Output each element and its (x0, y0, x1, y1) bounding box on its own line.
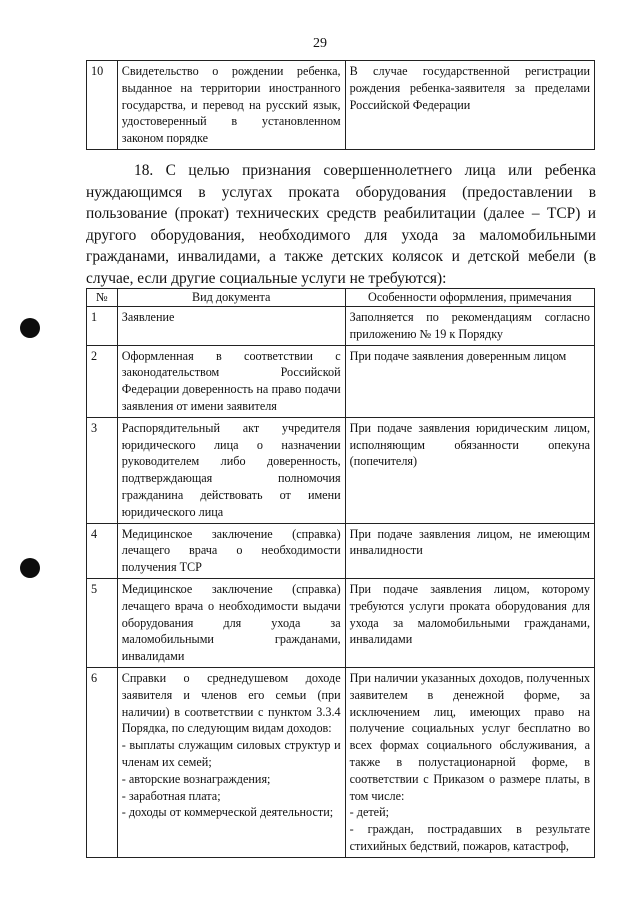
table-row (87, 578, 595, 667)
list-item: - выплаты служащим силовых структур и членам их семей; (121, 738, 341, 769)
list-item: - доходы от коммерческой деятельности; (121, 805, 334, 820)
document-type: Оформленная в соответствии с законодательством Российской Федерации доверенность на право подачи заявления от имени заявителя (117, 345, 345, 417)
punch-hole (20, 318, 40, 338)
income-types-list (122, 737, 341, 821)
document-note (345, 667, 594, 857)
row-number: 3 (87, 417, 118, 523)
list-item: - граждан, пострадавших в результате стихийных бедствий, пожаров, катастроф, (349, 822, 590, 853)
document-note: При подаче заявления доверенным лицом (345, 345, 594, 417)
document-type: Распорядительный акт учредителя юридического лица о назначении руководителем либо доверенность, подтверждающая полномочия гражданина действовать от имени юридического лица (117, 417, 345, 523)
document-note: В случае государственной регистрации рождения ребенка-заявителя за пределами Российской Федерации (345, 61, 594, 150)
list-item: - заработная плата; (121, 788, 221, 803)
document-note: При подаче заявления лицом, не имеющим инвалидности (345, 523, 594, 578)
header-notes: Особенности оформления, примечания (345, 289, 594, 307)
header-document-type: Вид документа (117, 289, 345, 307)
row-number: 2 (87, 345, 118, 417)
note-list (350, 804, 590, 854)
table-row (87, 417, 595, 523)
required-documents-table (86, 288, 595, 858)
row-number: 6 (87, 667, 118, 857)
table-row (87, 61, 595, 150)
table-header-row (87, 289, 595, 307)
note-intro: При наличии указанных доходов, полученных заявителем в денежной форме, за исключением лиц, имеющих право на получение социальных услуг бесплатно во всех формах социального обслуживания, а также в полустационарной форме, в соответствии с Приказом о размере платы, в том числе: (349, 670, 590, 803)
document-type: Медицинское заключение (справка) лечащего врача о необходимости выдачи оборудования для ухода за маломобильными гражданами, инвалидами (117, 578, 345, 667)
document-intro: Справки о среднедушевом доходе заявителя и членов его семьи (при наличии) в соответствии с пунктом 3.3.4 Порядка, по следующим видам доходов: (121, 670, 341, 736)
page-number: 29 (313, 36, 327, 51)
header-number: № (87, 289, 118, 307)
document-type: Заявление (117, 307, 345, 346)
document-note: Заполняется по рекомендациям согласно приложению № 19 к Порядку (345, 307, 594, 346)
document-type: Медицинское заключение (справка) лечащего врача о необходимости получения ТСР (117, 523, 345, 578)
row-number: 5 (87, 578, 118, 667)
table-row (87, 345, 595, 417)
document-type: Свидетельство о рождении ребенка, выданное на территории иностранного государства, и перевод на русский язык, удостоверенный в установленном законом порядке (117, 61, 345, 150)
list-item: - детей; (349, 805, 390, 820)
list-item: - авторские вознаграждения; (121, 771, 271, 786)
punch-hole (20, 558, 40, 578)
document-note: При подаче заявления лицом, которому требуются услуги проката оборудования для ухода за маломобильными гражданами, инвалидами (345, 578, 594, 667)
row-number: 1 (87, 307, 118, 346)
table-row (87, 307, 595, 346)
table-row (87, 667, 595, 857)
section-18-paragraph: 18. С целью признания совершеннолетнего лица или ребенка нуждающимся в услугах проката оборудования (предоставлении в пользование (прокат) технических средств реабилитации (далее – ТСР) и другого оборудования, необходимого для ухода за маломобильными гражданами, инвалидами, а также детских колясок и детской мебели (в случае, если другие социальные услуги не требуются): (86, 162, 596, 287)
row-number: 4 (87, 523, 118, 578)
continued-documents-table (86, 60, 595, 150)
document-type (117, 667, 345, 857)
row-number: 10 (87, 61, 118, 150)
table-row (87, 523, 595, 578)
document-note: При подаче заявления юридическим лицом, исполняющим обязанности опекуна (попечителя) (345, 417, 594, 523)
